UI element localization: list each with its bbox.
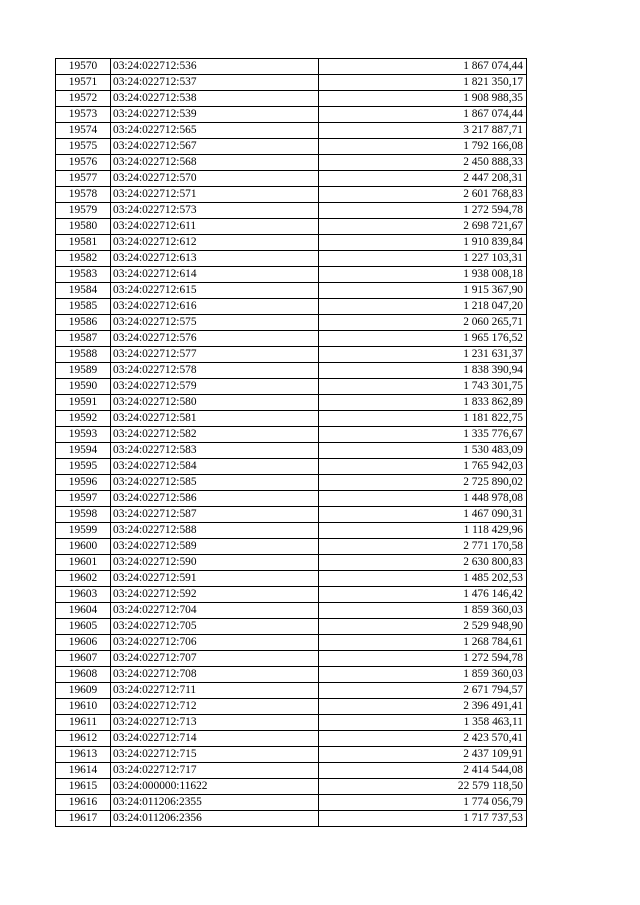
value-cell: 1 867 074,44 [319,107,527,123]
cadastral-number-cell: 03:24:022712:614 [111,267,319,283]
cadastral-number-cell: 03:24:022712:580 [111,395,319,411]
table-row [56,571,527,587]
table-row [56,251,527,267]
value-cell: 1 859 360,03 [319,667,527,683]
cadastral-number-cell: 03:24:022712:538 [111,91,319,107]
table-row [56,731,527,747]
row-id-cell: 19597 [56,491,111,507]
table-row [56,171,527,187]
table-row [56,555,527,571]
value-cell: 1 717 737,53 [319,811,527,827]
row-id-cell: 19585 [56,299,111,315]
cadastral-number-cell: 03:24:011206:2356 [111,811,319,827]
row-id-cell: 19614 [56,763,111,779]
row-id-cell: 19587 [56,331,111,347]
table-row [56,699,527,715]
cadastral-number-cell: 03:24:022712:591 [111,571,319,587]
row-id-cell: 19596 [56,475,111,491]
row-id-cell: 19616 [56,795,111,811]
value-cell: 1 467 090,31 [319,507,527,523]
table-row [56,523,527,539]
cadastral-number-cell: 03:24:022712:537 [111,75,319,91]
table-row [56,235,527,251]
row-id-cell: 19612 [56,731,111,747]
value-cell: 1 792 166,08 [319,139,527,155]
table-row [56,379,527,395]
cadastral-number-cell: 03:24:022712:571 [111,187,319,203]
table-row [56,411,527,427]
cadastral-number-cell: 03:24:000000:11622 [111,779,319,795]
row-id-cell: 19604 [56,603,111,619]
table-row [56,139,527,155]
row-id-cell: 19571 [56,75,111,91]
value-cell: 1 335 776,67 [319,427,527,443]
cadastral-number-cell: 03:24:022712:705 [111,619,319,635]
value-cell: 2 437 109,91 [319,747,527,763]
value-cell: 1 181 822,75 [319,411,527,427]
value-cell: 1 867 074,44 [319,59,527,75]
value-cell: 22 579 118,50 [319,779,527,795]
cadastral-number-cell: 03:24:022712:585 [111,475,319,491]
value-cell: 1 118 429,96 [319,523,527,539]
cadastral-number-cell: 03:24:022712:590 [111,555,319,571]
cadastral-number-cell: 03:24:011206:2355 [111,795,319,811]
table-row [56,315,527,331]
row-id-cell: 19579 [56,203,111,219]
table-row [56,395,527,411]
value-cell: 1 910 839,84 [319,235,527,251]
table-row [56,539,527,555]
cadastral-number-cell: 03:24:022712:717 [111,763,319,779]
table-row [56,635,527,651]
cadastral-number-cell: 03:24:022712:583 [111,443,319,459]
row-id-cell: 19572 [56,91,111,107]
table-row [56,491,527,507]
cadastral-number-cell: 03:24:022712:711 [111,683,319,699]
table-row [56,363,527,379]
cadastral-number-cell: 03:24:022712:539 [111,107,319,123]
value-cell: 1 272 594,78 [319,651,527,667]
table-row [56,443,527,459]
row-id-cell: 19592 [56,411,111,427]
value-cell: 1 859 360,03 [319,603,527,619]
row-id-cell: 19575 [56,139,111,155]
cadastral-number-cell: 03:24:022712:615 [111,283,319,299]
row-id-cell: 19577 [56,171,111,187]
value-cell: 2 725 890,02 [319,475,527,491]
cadastral-number-cell: 03:24:022712:573 [111,203,319,219]
value-cell: 2 601 768,83 [319,187,527,203]
cadastral-number-cell: 03:24:022712:592 [111,587,319,603]
value-cell: 1 530 483,09 [319,443,527,459]
cadastral-number-cell: 03:24:022712:579 [111,379,319,395]
row-id-cell: 19602 [56,571,111,587]
cadastral-number-cell: 03:24:022712:588 [111,523,319,539]
value-cell: 1 268 784,61 [319,635,527,651]
row-id-cell: 19580 [56,219,111,235]
cadastral-number-cell: 03:24:022712:589 [111,539,319,555]
table-row [56,155,527,171]
table-row [56,187,527,203]
row-id-cell: 19578 [56,187,111,203]
value-cell: 2 529 948,90 [319,619,527,635]
table-row [56,811,527,827]
cadastral-value-table [55,58,527,827]
value-cell: 1 821 350,17 [319,75,527,91]
row-id-cell: 19599 [56,523,111,539]
value-cell: 2 447 208,31 [319,171,527,187]
cadastral-number-cell: 03:24:022712:708 [111,667,319,683]
value-cell: 1 485 202,53 [319,571,527,587]
cadastral-number-cell: 03:24:022712:567 [111,139,319,155]
value-cell: 1 774 056,79 [319,795,527,811]
cadastral-number-cell: 03:24:022712:616 [111,299,319,315]
row-id-cell: 19588 [56,347,111,363]
cadastral-number-cell: 03:24:022712:576 [111,331,319,347]
row-id-cell: 19605 [56,619,111,635]
value-cell: 2 671 794,57 [319,683,527,699]
row-id-cell: 19608 [56,667,111,683]
cadastral-number-cell: 03:24:022712:587 [111,507,319,523]
value-cell: 1 227 103,31 [319,251,527,267]
value-cell: 1 838 390,94 [319,363,527,379]
row-id-cell: 19573 [56,107,111,123]
value-cell: 2 060 265,71 [319,315,527,331]
value-cell: 1 476 146,42 [319,587,527,603]
cadastral-number-cell: 03:24:022712:575 [111,315,319,331]
table-row [56,619,527,635]
value-cell: 1 915 367,90 [319,283,527,299]
cadastral-number-cell: 03:24:022712:577 [111,347,319,363]
row-id-cell: 19586 [56,315,111,331]
cadastral-number-cell: 03:24:022712:707 [111,651,319,667]
cadastral-number-cell: 03:24:022712:712 [111,699,319,715]
table-row [56,683,527,699]
row-id-cell: 19583 [56,267,111,283]
row-id-cell: 19576 [56,155,111,171]
cadastral-number-cell: 03:24:022712:713 [111,715,319,731]
cadastral-number-cell: 03:24:022712:570 [111,171,319,187]
value-cell: 2 698 721,67 [319,219,527,235]
cadastral-number-cell: 03:24:022712:612 [111,235,319,251]
value-cell: 1 765 942,03 [319,459,527,475]
table-row [56,747,527,763]
table-row [56,779,527,795]
value-cell: 2 771 170,58 [319,539,527,555]
row-id-cell: 19601 [56,555,111,571]
value-cell: 1 908 988,35 [319,91,527,107]
row-id-cell: 19570 [56,59,111,75]
value-cell: 1 231 631,37 [319,347,527,363]
row-id-cell: 19584 [56,283,111,299]
row-id-cell: 19610 [56,699,111,715]
cadastral-number-cell: 03:24:022712:584 [111,459,319,475]
table-row [56,507,527,523]
value-cell: 2 450 888,33 [319,155,527,171]
value-cell: 1 833 862,89 [319,395,527,411]
value-cell: 1 218 047,20 [319,299,527,315]
row-id-cell: 19606 [56,635,111,651]
table-row [56,667,527,683]
row-id-cell: 19581 [56,235,111,251]
row-id-cell: 19593 [56,427,111,443]
row-id-cell: 19582 [56,251,111,267]
row-id-cell: 19598 [56,507,111,523]
cadastral-number-cell: 03:24:022712:704 [111,603,319,619]
row-id-cell: 19617 [56,811,111,827]
value-cell: 1 358 463,11 [319,715,527,731]
row-id-cell: 19603 [56,587,111,603]
cadastral-number-cell: 03:24:022712:578 [111,363,319,379]
row-id-cell: 19590 [56,379,111,395]
table-row [56,603,527,619]
cadastral-number-cell: 03:24:022712:586 [111,491,319,507]
value-cell: 2 396 491,41 [319,699,527,715]
row-id-cell: 19613 [56,747,111,763]
table-row [56,347,527,363]
cadastral-number-cell: 03:24:022712:611 [111,219,319,235]
value-cell: 3 217 887,71 [319,123,527,139]
cadastral-number-cell: 03:24:022712:715 [111,747,319,763]
cadastral-number-cell: 03:24:022712:706 [111,635,319,651]
row-id-cell: 19607 [56,651,111,667]
row-id-cell: 19594 [56,443,111,459]
value-cell: 2 423 570,41 [319,731,527,747]
table-row [56,427,527,443]
table-row [56,203,527,219]
value-cell: 1 938 008,18 [319,267,527,283]
table-row [56,91,527,107]
cadastral-number-cell: 03:24:022712:565 [111,123,319,139]
table-row [56,651,527,667]
row-id-cell: 19589 [56,363,111,379]
value-cell: 1 743 301,75 [319,379,527,395]
table-row [56,715,527,731]
table-row [56,267,527,283]
table-row [56,475,527,491]
cadastral-number-cell: 03:24:022712:714 [111,731,319,747]
cadastral-number-cell: 03:24:022712:581 [111,411,319,427]
value-cell: 1 448 978,08 [319,491,527,507]
value-cell: 2 414 544,08 [319,763,527,779]
value-cell: 1 272 594,78 [319,203,527,219]
table-row [56,459,527,475]
row-id-cell: 19591 [56,395,111,411]
row-id-cell: 19595 [56,459,111,475]
row-id-cell: 19615 [56,779,111,795]
row-id-cell: 19611 [56,715,111,731]
value-cell: 1 965 176,52 [319,331,527,347]
cadastral-number-cell: 03:24:022712:582 [111,427,319,443]
table-row [56,59,527,75]
row-id-cell: 19574 [56,123,111,139]
table-row [56,763,527,779]
table-row [56,331,527,347]
table-row [56,299,527,315]
table-body [56,59,527,827]
cadastral-number-cell: 03:24:022712:536 [111,59,319,75]
value-cell: 2 630 800,83 [319,555,527,571]
table-row [56,75,527,91]
row-id-cell: 19600 [56,539,111,555]
table-row [56,219,527,235]
cadastral-number-cell: 03:24:022712:568 [111,155,319,171]
cadastral-number-cell: 03:24:022712:613 [111,251,319,267]
table-row [56,283,527,299]
table-row [56,587,527,603]
table-row [56,123,527,139]
row-id-cell: 19609 [56,683,111,699]
table-row [56,795,527,811]
table-row [56,107,527,123]
